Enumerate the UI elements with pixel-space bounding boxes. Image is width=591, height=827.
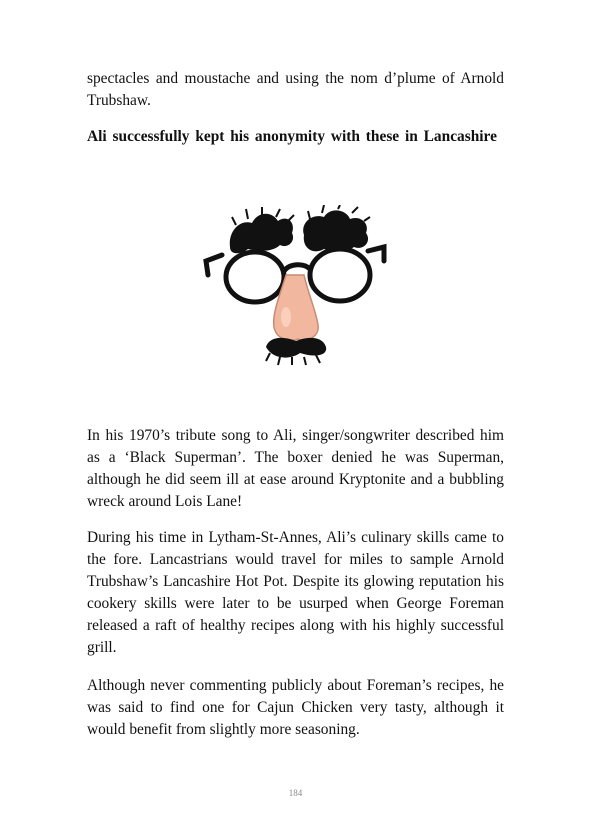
right-lens (310, 249, 370, 301)
body-paragraph: Although never commenting publicly about Foreman’s recipes, he was said to find one for Cajun Chicken very tasty, although it would benefit from slightly more seasoning. (87, 677, 504, 738)
left-lens (226, 252, 284, 302)
intro-paragraph: spectacles and moustache and using the nom d’plume of Arnold Trubshaw. (87, 70, 504, 109)
left-eyebrow (230, 207, 294, 253)
page-number: 184 (288, 788, 303, 798)
right-eyebrow (303, 205, 370, 251)
disguise-glasses-figure (200, 205, 390, 370)
body-paragraph: During his time in Lytham-St-Annes, Ali’s culinary skills came to the fore. Lancastrians would travel for miles to sample Arnold Trubshaw’s Lancashire Hot Pot. Despite its glowing reputation his cookery skills were later to be usurped when George Foreman released a raft of healthy recipes along with his highly successful grill. (87, 529, 504, 656)
left-temple-arm (206, 255, 222, 275)
section-heading: Ali successfully kept his anonymity with these in Lancashire (87, 128, 497, 145)
novelty-disguise-glasses-icon (200, 205, 390, 370)
moustache (266, 338, 326, 365)
body-paragraph: In his 1970’s tribute song to Ali, singer/songwriter described him as a ‘Black Superman’. The boxer denied he was Superman, although he did seem ill at ease around Kryptonite and a bubbling wreck around Lois Lane! (87, 427, 504, 510)
bridge (284, 265, 310, 271)
right-temple-arm (368, 247, 384, 261)
